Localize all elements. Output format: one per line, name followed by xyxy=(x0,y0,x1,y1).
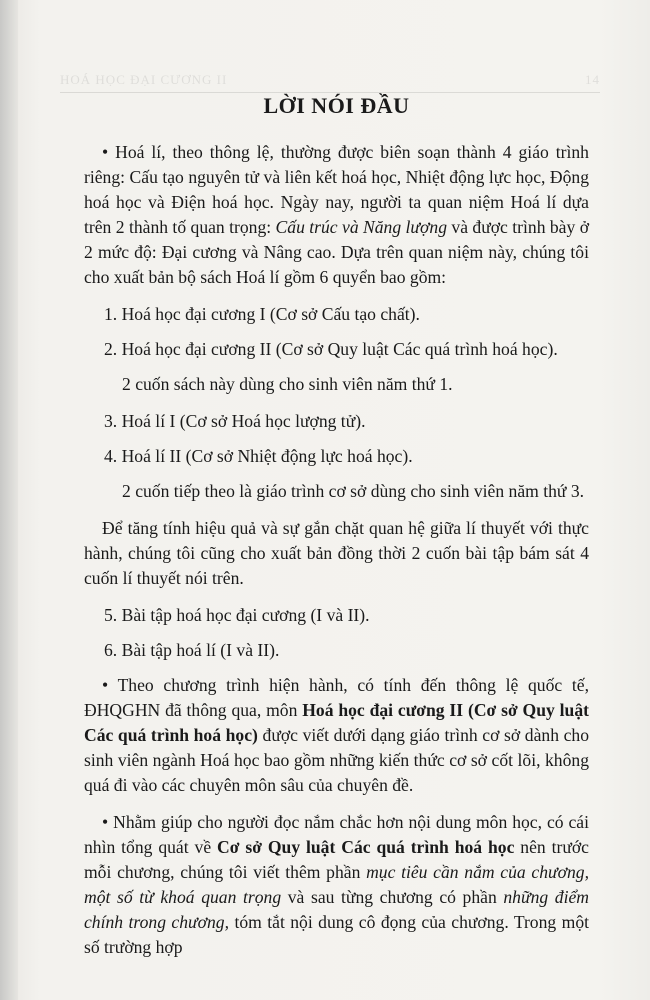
page-title: LỜI NÓI ĐẦU xyxy=(263,93,410,118)
paragraph-curriculum: • Theo chương trình hiện hành, có tính đến thông lệ quốc tế, ĐHQGHN đã thông qua, môn Hoá học đại cương II (Cơ sở Quy luật Các quá trình hoá học) được viết dưới dạng giáo trình cơ sở dành cho sinh viên ngành Hoá học bao gồm những kiến thức cơ sở cốt lõi, không quá đi vào các chuyên môn sâu của chuyên đề. xyxy=(84,675,590,795)
list-item: 3. Hoá lí I (Cơ sở Hoá học lượng tử). xyxy=(104,411,366,431)
list-item: 6. Bài tập hoá lí (I và II). xyxy=(104,640,280,660)
list-note: 2 cuốn sách này dùng cho sinh viên năm thứ 1. xyxy=(122,374,453,394)
list-item: 2. Hoá học đại cương II (Cơ sở Quy luật Các quá trình hoá học). xyxy=(104,339,558,359)
bold-text: Hoá học đại cương II (Cơ sở Quy luật Các quá trình hoá học) xyxy=(84,700,589,745)
emphasis-text: những điểm chính trong chương, xyxy=(84,887,589,932)
paragraph-exercises: Để tăng tính hiệu quả và sự gắn chặt quan hệ giữa lí thuyết với thực hành, chúng tôi cũng cho xuất bản đồng thời 2 cuốn bài tập bám sát 4 cuốn lí thuyết nói trên. xyxy=(84,518,589,588)
bleed-header-text: HOÁ HỌC ĐẠI CƯƠNG II xyxy=(60,72,228,87)
bold-text: Cơ sở Quy luật Các quá trình hoá học xyxy=(217,837,515,857)
list-note: 2 cuốn tiếp theo là giáo trình cơ sở dùng cho sinh viên năm thứ 3. xyxy=(122,481,585,501)
paragraph-intro: • Hoá lí, theo thông lệ, thường được biên soạn thành 4 giáo trình riêng: Cấu tạo nguyên tử và liên kết hoá học, Nhiệt động lực học, Động hoá học và Điện hoá học. Ngày nay, người ta quan niệm Hoá lí dựa trên 2 thành tố quan trọng: Cấu trúc và Năng lượng và được trình bày ở 2 mức độ: Đại cương và Nâng cao. Dựa trên quan niệm này, chúng tôi cho xuất bản bộ sách Hoá lí gồm 6 quyển bao gồm: xyxy=(84,142,589,287)
bleed-running-header xyxy=(60,72,600,93)
bullet-icon: • xyxy=(102,142,109,162)
list-item: 1. Hoá học đại cương I (Cơ sở Cấu tạo chất). xyxy=(104,304,420,324)
bleed-page-number: 14 xyxy=(585,72,600,87)
bullet-icon: • xyxy=(102,675,109,695)
paragraph-structure: • Nhằm giúp cho người đọc nắm chắc hơn nội dung môn học, có cái nhìn tổng quát về Cơ sở Quy luật Các quá trình hoá học nên trước mỗi chương, chúng tôi viết thêm phần mục tiêu cần nắm của chương, một số từ khoá quan trọng và sau từng chương có phần những điểm chính trong chương, tóm tắt nội dung cô đọng của chương. Trong một số trường hợp xyxy=(84,812,590,957)
bullet-icon: • xyxy=(102,812,109,832)
list-item: 5. Bài tập hoá học đại cương (I và II). xyxy=(104,605,370,625)
emphasis-text: mục tiêu cần nắm của chương, một số từ khoá quan trọng xyxy=(84,862,589,907)
list-item: 4. Hoá lí II (Cơ sở Nhiệt động lực hoá học). xyxy=(104,446,413,466)
emphasis-text: Cấu trúc và Năng lượng xyxy=(275,217,448,237)
page-body xyxy=(84,92,589,960)
book-spine-shadow xyxy=(0,0,18,1000)
